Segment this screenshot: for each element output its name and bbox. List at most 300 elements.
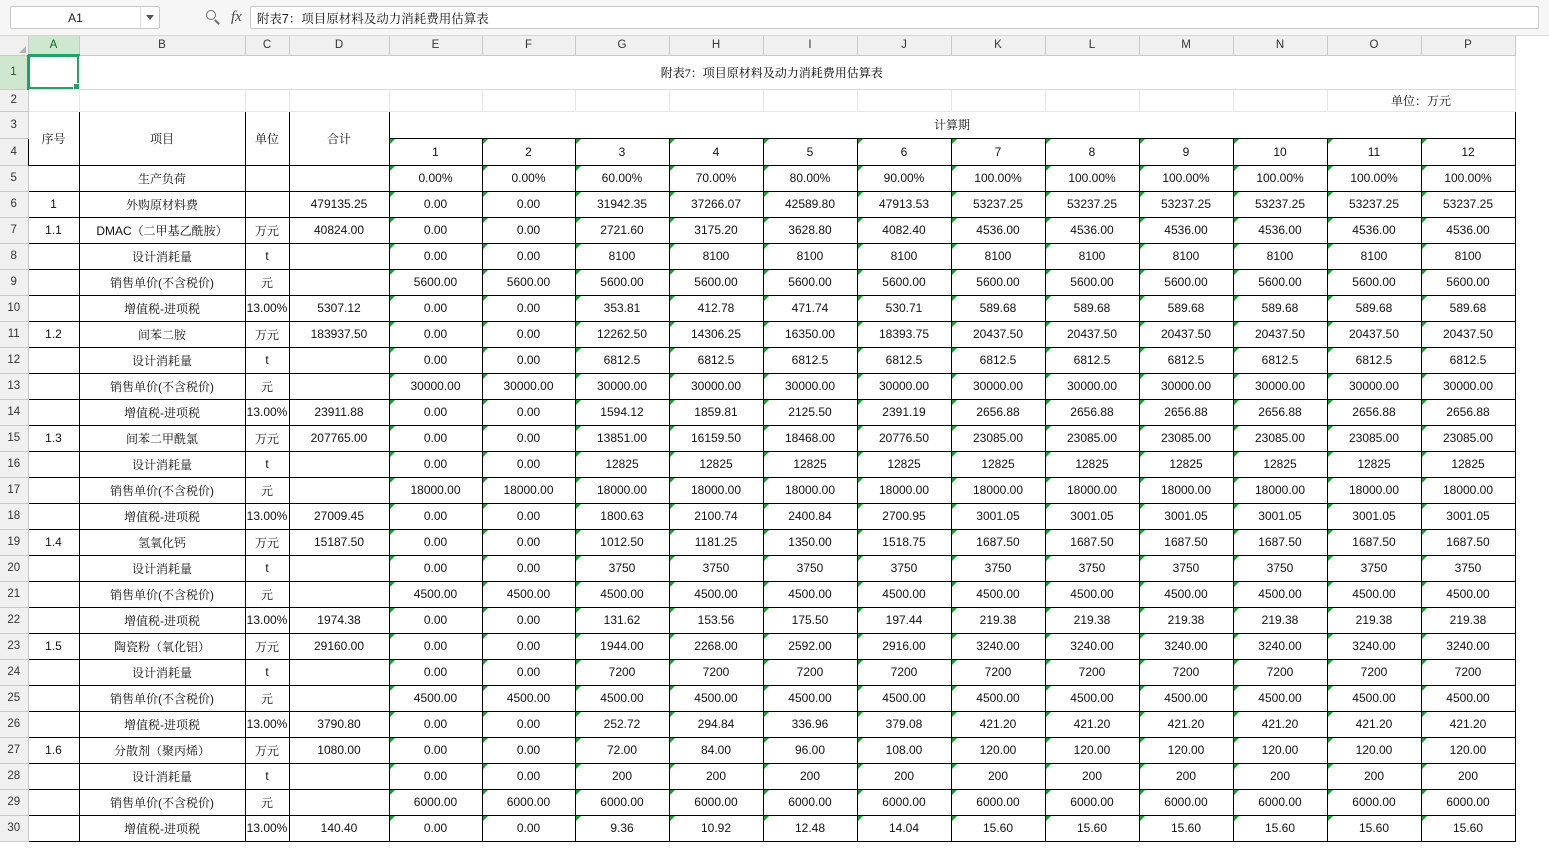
cell-period-9[interactable]: 3240.00 <box>1139 633 1233 659</box>
cell-period-5[interactable]: 4500.00 <box>763 581 857 607</box>
cell-period-3[interactable]: 13851.00 <box>575 425 669 451</box>
column-header-H[interactable]: H <box>669 36 763 55</box>
cell-seq[interactable] <box>28 789 79 815</box>
cell-unit[interactable]: 万元 <box>245 737 289 763</box>
cell-period-5[interactable]: 5600.00 <box>763 269 857 295</box>
cell-period-11[interactable]: 12825 <box>1327 451 1421 477</box>
cell-period-6[interactable]: 8100 <box>857 243 951 269</box>
cell-seq[interactable] <box>28 763 79 789</box>
empty-cell[interactable] <box>245 89 289 111</box>
cell-period-1[interactable]: 18000.00 <box>389 477 482 503</box>
cell-period-10[interactable]: 5600.00 <box>1233 269 1327 295</box>
cell-period-7[interactable]: 4500.00 <box>951 581 1045 607</box>
cell-item[interactable]: 陶瓷粉（氧化铝） <box>79 633 245 659</box>
cell-total[interactable]: 207765.00 <box>289 425 389 451</box>
cell-period-7[interactable]: 12825 <box>951 451 1045 477</box>
cell-period-3[interactable]: 9.36 <box>575 815 669 841</box>
cell-item[interactable]: 增值税-进项税 <box>79 607 245 633</box>
cell-period-2[interactable]: 0.00 <box>482 347 575 373</box>
select-all-corner[interactable] <box>0 36 28 55</box>
cell-period-12[interactable]: 3750 <box>1421 555 1515 581</box>
cell-seq[interactable]: 1.6 <box>28 737 79 763</box>
cell-period-12[interactable]: 7200 <box>1421 659 1515 685</box>
cell-period-2[interactable]: 0.00 <box>482 763 575 789</box>
cell-seq[interactable]: 1.5 <box>28 633 79 659</box>
cell-period-3[interactable]: 8100 <box>575 243 669 269</box>
cell-period-4[interactable]: 7200 <box>669 659 763 685</box>
column-header-C[interactable]: C <box>245 36 289 55</box>
cell-period-6[interactable]: 108.00 <box>857 737 951 763</box>
cell-period-8[interactable]: 8100 <box>1045 243 1139 269</box>
cell-period-4[interactable]: 10.92 <box>669 815 763 841</box>
cell-period-8[interactable]: 421.20 <box>1045 711 1139 737</box>
cell-period-8[interactable]: 4500.00 <box>1045 581 1139 607</box>
cell-period-10[interactable]: 4536.00 <box>1233 217 1327 243</box>
cell-period-8[interactable]: 200 <box>1045 763 1139 789</box>
cell-period-10[interactable]: 18000.00 <box>1233 477 1327 503</box>
row-header-23[interactable]: 23 <box>0 633 28 659</box>
cell-item[interactable]: 销售单价(不含税价) <box>79 581 245 607</box>
cell-period-4[interactable]: 4500.00 <box>669 685 763 711</box>
cell-period-5[interactable]: 471.74 <box>763 295 857 321</box>
cell-period-1[interactable]: 0.00 <box>389 425 482 451</box>
cell-period-4[interactable]: 18000.00 <box>669 477 763 503</box>
cell-seq[interactable] <box>28 373 79 399</box>
cell-period-11[interactable]: 4536.00 <box>1327 217 1421 243</box>
cell-unit[interactable] <box>245 165 289 191</box>
cell-period-11[interactable]: 4500.00 <box>1327 581 1421 607</box>
cell-item[interactable]: 设计消耗量 <box>79 659 245 685</box>
cell-unit[interactable]: 元 <box>245 581 289 607</box>
cell-period-8[interactable]: 3001.05 <box>1045 503 1139 529</box>
cell-item[interactable]: 间苯二甲酰氯 <box>79 425 245 451</box>
cell-period-10[interactable]: 120.00 <box>1233 737 1327 763</box>
cell-period-8[interactable]: 4500.00 <box>1045 685 1139 711</box>
cell-period-8[interactable]: 23085.00 <box>1045 425 1139 451</box>
cell-item[interactable]: DMAC（二甲基乙酰胺） <box>79 217 245 243</box>
cell-period-8[interactable]: 7200 <box>1045 659 1139 685</box>
cell-period-12[interactable]: 4500.00 <box>1421 581 1515 607</box>
cell-period-6[interactable]: 197.44 <box>857 607 951 633</box>
cell-period-6[interactable]: 379.08 <box>857 711 951 737</box>
header-period-12[interactable]: 12 <box>1421 138 1515 165</box>
cell-period-2[interactable]: 0.00 <box>482 607 575 633</box>
column-header-O[interactable]: O <box>1327 36 1421 55</box>
cell-seq[interactable] <box>28 815 79 841</box>
cell-item[interactable]: 增值税-进项税 <box>79 711 245 737</box>
cell-period-3[interactable]: 1800.63 <box>575 503 669 529</box>
cell-period-7[interactable]: 120.00 <box>951 737 1045 763</box>
cell-period-3[interactable]: 6812.5 <box>575 347 669 373</box>
cell-period-6[interactable]: 18393.75 <box>857 321 951 347</box>
cell-period-6[interactable]: 18000.00 <box>857 477 951 503</box>
cell-period-10[interactable]: 20437.50 <box>1233 321 1327 347</box>
cell-period-9[interactable]: 2656.88 <box>1139 399 1233 425</box>
cell-period-8[interactable]: 589.68 <box>1045 295 1139 321</box>
row-header-20[interactable]: 20 <box>0 555 28 581</box>
cell-seq[interactable]: 1.2 <box>28 321 79 347</box>
empty-cell[interactable] <box>482 89 575 111</box>
function-icon[interactable]: fx <box>231 9 242 25</box>
cell-period-11[interactable]: 6812.5 <box>1327 347 1421 373</box>
cell-period-5[interactable]: 80.00% <box>763 165 857 191</box>
cell-period-6[interactable]: 2916.00 <box>857 633 951 659</box>
cell-period-2[interactable]: 0.00% <box>482 165 575 191</box>
cell-seq[interactable]: 1 <box>28 191 79 217</box>
cell-period-3[interactable]: 4500.00 <box>575 685 669 711</box>
row-header-18[interactable]: 18 <box>0 503 28 529</box>
row-header-7[interactable]: 7 <box>0 217 28 243</box>
cell-item[interactable]: 设计消耗量 <box>79 763 245 789</box>
cell-period-2[interactable]: 4500.00 <box>482 581 575 607</box>
cell-period-3[interactable]: 131.62 <box>575 607 669 633</box>
cell-period-11[interactable]: 53237.25 <box>1327 191 1421 217</box>
column-header-F[interactable]: F <box>482 36 575 55</box>
cell-period-3[interactable]: 6000.00 <box>575 789 669 815</box>
cell-period-1[interactable]: 0.00 <box>389 191 482 217</box>
cell-period-6[interactable]: 530.71 <box>857 295 951 321</box>
header-item[interactable]: 项目 <box>79 111 245 165</box>
cell-period-8[interactable]: 2656.88 <box>1045 399 1139 425</box>
cell-period-7[interactable]: 18000.00 <box>951 477 1045 503</box>
cell-item[interactable]: 设计消耗量 <box>79 243 245 269</box>
cell-total[interactable] <box>289 763 389 789</box>
cell-period-1[interactable]: 0.00 <box>389 217 482 243</box>
cell-period-11[interactable]: 20437.50 <box>1327 321 1421 347</box>
cell-period-3[interactable]: 30000.00 <box>575 373 669 399</box>
cell-period-5[interactable]: 336.96 <box>763 711 857 737</box>
cell-period-5[interactable]: 175.50 <box>763 607 857 633</box>
cell-period-9[interactable]: 3750 <box>1139 555 1233 581</box>
cell-period-2[interactable]: 0.00 <box>482 555 575 581</box>
cell-total[interactable]: 140.40 <box>289 815 389 841</box>
cell-period-10[interactable]: 4500.00 <box>1233 581 1327 607</box>
cell-period-6[interactable]: 2700.95 <box>857 503 951 529</box>
row-header-14[interactable]: 14 <box>0 399 28 425</box>
header-period-1[interactable]: 1 <box>389 138 482 165</box>
cell-period-6[interactable]: 200 <box>857 763 951 789</box>
cell-period-7[interactable]: 2656.88 <box>951 399 1045 425</box>
row-header-2[interactable]: 2 <box>0 89 28 111</box>
cell-period-12[interactable]: 1687.50 <box>1421 529 1515 555</box>
cell-period-6[interactable]: 30000.00 <box>857 373 951 399</box>
row-header-25[interactable]: 25 <box>0 685 28 711</box>
cell-item[interactable]: 分散剂（聚丙烯） <box>79 737 245 763</box>
cell-period-11[interactable]: 30000.00 <box>1327 373 1421 399</box>
cell-period-12[interactable]: 8100 <box>1421 243 1515 269</box>
cell-period-5[interactable]: 12.48 <box>763 815 857 841</box>
cell-period-6[interactable]: 5600.00 <box>857 269 951 295</box>
cell-period-8[interactable]: 6000.00 <box>1045 789 1139 815</box>
cell-period-7[interactable]: 589.68 <box>951 295 1045 321</box>
cell-period-1[interactable]: 0.00 <box>389 451 482 477</box>
sheet-table[interactable] <box>0 36 1516 842</box>
cell-period-4[interactable]: 37266.07 <box>669 191 763 217</box>
cell-period-1[interactable]: 0.00 <box>389 633 482 659</box>
cell-seq[interactable] <box>28 659 79 685</box>
cell-seq[interactable] <box>28 685 79 711</box>
cell-period-2[interactable]: 18000.00 <box>482 477 575 503</box>
cell-unit[interactable]: 13.00% <box>245 607 289 633</box>
empty-cell[interactable] <box>575 89 669 111</box>
cell-period-9[interactable]: 20437.50 <box>1139 321 1233 347</box>
cell-period-4[interactable]: 6000.00 <box>669 789 763 815</box>
column-header-D[interactable]: D <box>289 36 389 55</box>
cell-period-10[interactable]: 6000.00 <box>1233 789 1327 815</box>
cell-seq[interactable]: 1.1 <box>28 217 79 243</box>
cell-period-8[interactable]: 20437.50 <box>1045 321 1139 347</box>
cell-period-9[interactable]: 4500.00 <box>1139 685 1233 711</box>
cell-period-8[interactable]: 53237.25 <box>1045 191 1139 217</box>
cell-period-11[interactable]: 2656.88 <box>1327 399 1421 425</box>
row-header-29[interactable]: 29 <box>0 789 28 815</box>
row-header-1[interactable]: 1 <box>0 55 28 89</box>
cell-period-5[interactable]: 42589.80 <box>763 191 857 217</box>
cell-period-7[interactable]: 100.00% <box>951 165 1045 191</box>
cell-period-6[interactable]: 2391.19 <box>857 399 951 425</box>
cell-period-9[interactable]: 1687.50 <box>1139 529 1233 555</box>
cell-period-9[interactable]: 23085.00 <box>1139 425 1233 451</box>
cell-period-6[interactable]: 3750 <box>857 555 951 581</box>
cell-seq[interactable]: 1.3 <box>28 425 79 451</box>
cell-period-5[interactable]: 18000.00 <box>763 477 857 503</box>
cell-period-9[interactable]: 100.00% <box>1139 165 1233 191</box>
name-box[interactable] <box>10 6 160 29</box>
cell-seq[interactable] <box>28 399 79 425</box>
row-header-28[interactable]: 28 <box>0 763 28 789</box>
empty-cell[interactable] <box>289 89 389 111</box>
cell-period-3[interactable]: 31942.35 <box>575 191 669 217</box>
cell-total[interactable]: 5307.12 <box>289 295 389 321</box>
cell-period-4[interactable]: 6812.5 <box>669 347 763 373</box>
cell-period-7[interactable]: 4500.00 <box>951 685 1045 711</box>
cell-period-2[interactable]: 0.00 <box>482 633 575 659</box>
cell-period-1[interactable]: 0.00 <box>389 503 482 529</box>
cell-period-1[interactable]: 0.00 <box>389 737 482 763</box>
cell-period-11[interactable]: 120.00 <box>1327 737 1421 763</box>
cell-period-4[interactable]: 3750 <box>669 555 763 581</box>
empty-cell[interactable] <box>1045 89 1139 111</box>
cell-total[interactable]: 1974.38 <box>289 607 389 633</box>
cell-total[interactable]: 29160.00 <box>289 633 389 659</box>
cell-period-3[interactable]: 2721.60 <box>575 217 669 243</box>
header-period-8[interactable]: 8 <box>1045 138 1139 165</box>
cell-period-3[interactable]: 7200 <box>575 659 669 685</box>
zoom-out-icon[interactable] <box>206 10 221 25</box>
cell-period-11[interactable]: 6000.00 <box>1327 789 1421 815</box>
cell-period-10[interactable]: 2656.88 <box>1233 399 1327 425</box>
cell-period-6[interactable]: 4500.00 <box>857 581 951 607</box>
cell-period-5[interactable]: 8100 <box>763 243 857 269</box>
cell-period-12[interactable]: 2656.88 <box>1421 399 1515 425</box>
cell-unit[interactable]: 万元 <box>245 529 289 555</box>
row-header-5[interactable]: 5 <box>0 165 28 191</box>
cell-period-10[interactable]: 12825 <box>1233 451 1327 477</box>
cell-period-12[interactable]: 219.38 <box>1421 607 1515 633</box>
cell-period-1[interactable]: 6000.00 <box>389 789 482 815</box>
cell-period-10[interactable]: 100.00% <box>1233 165 1327 191</box>
column-header-A[interactable]: A <box>28 36 79 55</box>
cell-period-6[interactable]: 14.04 <box>857 815 951 841</box>
cell-seq[interactable] <box>28 607 79 633</box>
header-period-9[interactable]: 9 <box>1139 138 1233 165</box>
cell-period-8[interactable]: 6812.5 <box>1045 347 1139 373</box>
cell-unit[interactable]: 元 <box>245 373 289 399</box>
cell-item[interactable]: 销售单价(不含税价) <box>79 477 245 503</box>
header-period-4[interactable]: 4 <box>669 138 763 165</box>
cell-unit[interactable]: t <box>245 347 289 373</box>
cell-period-2[interactable]: 0.00 <box>482 321 575 347</box>
cell-period-1[interactable]: 0.00 <box>389 659 482 685</box>
cell-period-3[interactable]: 5600.00 <box>575 269 669 295</box>
cell-period-9[interactable]: 5600.00 <box>1139 269 1233 295</box>
header-period-5[interactable]: 5 <box>763 138 857 165</box>
cell-unit[interactable]: t <box>245 243 289 269</box>
cell-period-7[interactable]: 1687.50 <box>951 529 1045 555</box>
row-header-15[interactable]: 15 <box>0 425 28 451</box>
cell-period-12[interactable]: 3001.05 <box>1421 503 1515 529</box>
cell-period-4[interactable]: 1859.81 <box>669 399 763 425</box>
cell-period-9[interactable]: 4536.00 <box>1139 217 1233 243</box>
cell-period-4[interactable]: 30000.00 <box>669 373 763 399</box>
cell-period-6[interactable]: 6812.5 <box>857 347 951 373</box>
cell-seq[interactable] <box>28 295 79 321</box>
cell-period-4[interactable]: 2268.00 <box>669 633 763 659</box>
cell-period-2[interactable]: 0.00 <box>482 191 575 217</box>
cell-period-3[interactable]: 18000.00 <box>575 477 669 503</box>
cell-period-10[interactable]: 15.60 <box>1233 815 1327 841</box>
chevron-down-icon[interactable] <box>140 7 159 28</box>
cell-period-5[interactable]: 4500.00 <box>763 685 857 711</box>
cell-unit[interactable]: 元 <box>245 685 289 711</box>
cell-period-2[interactable]: 0.00 <box>482 243 575 269</box>
cell-period-3[interactable]: 1012.50 <box>575 529 669 555</box>
cell-period-6[interactable]: 4500.00 <box>857 685 951 711</box>
empty-cell[interactable] <box>1139 89 1233 111</box>
cell-unit[interactable]: t <box>245 555 289 581</box>
cell-total[interactable]: 27009.45 <box>289 503 389 529</box>
cell-period-7[interactable]: 200 <box>951 763 1045 789</box>
cell-period-12[interactable]: 4536.00 <box>1421 217 1515 243</box>
cell-period-9[interactable]: 3001.05 <box>1139 503 1233 529</box>
cell-period-4[interactable]: 3175.20 <box>669 217 763 243</box>
cell-total[interactable]: 1080.00 <box>289 737 389 763</box>
cell-period-8[interactable]: 18000.00 <box>1045 477 1139 503</box>
cell-period-6[interactable]: 4082.40 <box>857 217 951 243</box>
row-header-3[interactable]: 3 <box>0 111 28 138</box>
cell-period-3[interactable]: 12825 <box>575 451 669 477</box>
cell-period-1[interactable]: 0.00 <box>389 295 482 321</box>
cell-period-11[interactable]: 3240.00 <box>1327 633 1421 659</box>
cell-period-11[interactable]: 3001.05 <box>1327 503 1421 529</box>
cell-period-12[interactable]: 23085.00 <box>1421 425 1515 451</box>
cell-seq[interactable]: 1.4 <box>28 529 79 555</box>
cell-period-8[interactable]: 4536.00 <box>1045 217 1139 243</box>
row-header-11[interactable]: 11 <box>0 321 28 347</box>
cell-seq[interactable] <box>28 243 79 269</box>
cell-period-4[interactable]: 16159.50 <box>669 425 763 451</box>
cell-period-6[interactable]: 90.00% <box>857 165 951 191</box>
cell-period-4[interactable]: 70.00% <box>669 165 763 191</box>
cell-total[interactable] <box>289 347 389 373</box>
cell-period-5[interactable]: 2400.84 <box>763 503 857 529</box>
cell-seq[interactable] <box>28 269 79 295</box>
cell-period-4[interactable]: 8100 <box>669 243 763 269</box>
cell-period-9[interactable]: 12825 <box>1139 451 1233 477</box>
empty-cell[interactable] <box>79 89 245 111</box>
cell-period-10[interactable]: 200 <box>1233 763 1327 789</box>
cell-seq[interactable] <box>28 503 79 529</box>
column-header-J[interactable]: J <box>857 36 951 55</box>
cell-period-2[interactable]: 0.00 <box>482 503 575 529</box>
cell-period-11[interactable]: 8100 <box>1327 243 1421 269</box>
row-header-13[interactable]: 13 <box>0 373 28 399</box>
cell-period-7[interactable]: 3001.05 <box>951 503 1045 529</box>
cell-period-1[interactable]: 0.00 <box>389 607 482 633</box>
row-header-22[interactable]: 22 <box>0 607 28 633</box>
cell-total[interactable] <box>289 269 389 295</box>
cell-period-12[interactable]: 421.20 <box>1421 711 1515 737</box>
cell-period-9[interactable]: 219.38 <box>1139 607 1233 633</box>
cell-period-5[interactable]: 6812.5 <box>763 347 857 373</box>
cell-period-8[interactable]: 219.38 <box>1045 607 1139 633</box>
cell-period-1[interactable]: 4500.00 <box>389 581 482 607</box>
row-header-24[interactable]: 24 <box>0 659 28 685</box>
cell-period-10[interactable]: 421.20 <box>1233 711 1327 737</box>
cell-seq[interactable] <box>28 451 79 477</box>
cell-period-1[interactable]: 0.00 <box>389 555 482 581</box>
cell-seq[interactable] <box>28 165 79 191</box>
cell-period-3[interactable]: 72.00 <box>575 737 669 763</box>
row-header-16[interactable]: 16 <box>0 451 28 477</box>
cell-period-11[interactable]: 18000.00 <box>1327 477 1421 503</box>
column-header-M[interactable]: M <box>1139 36 1233 55</box>
cell-item[interactable]: 销售单价(不含税价) <box>79 789 245 815</box>
column-header-P[interactable]: P <box>1421 36 1515 55</box>
cell-period-3[interactable]: 12262.50 <box>575 321 669 347</box>
cell-period-4[interactable]: 84.00 <box>669 737 763 763</box>
cell-period-2[interactable]: 0.00 <box>482 425 575 451</box>
column-header-E[interactable]: E <box>389 36 482 55</box>
row-header-27[interactable]: 27 <box>0 737 28 763</box>
cell-unit[interactable]: 万元 <box>245 425 289 451</box>
cell-period-4[interactable]: 200 <box>669 763 763 789</box>
cell-period-5[interactable]: 16350.00 <box>763 321 857 347</box>
empty-cell[interactable] <box>389 89 482 111</box>
row-header-30[interactable]: 30 <box>0 815 28 841</box>
cell-period-12[interactable]: 200 <box>1421 763 1515 789</box>
empty-cell[interactable] <box>763 89 857 111</box>
cell-seq[interactable] <box>28 581 79 607</box>
cell-unit[interactable]: 万元 <box>245 633 289 659</box>
cell-period-7[interactable]: 3240.00 <box>951 633 1045 659</box>
cell-period-3[interactable]: 4500.00 <box>575 581 669 607</box>
cell-unit[interactable]: 元 <box>245 269 289 295</box>
cell-period-10[interactable]: 3001.05 <box>1233 503 1327 529</box>
cell-period-2[interactable]: 4500.00 <box>482 685 575 711</box>
cell-period-7[interactable]: 7200 <box>951 659 1045 685</box>
cell-period-7[interactable]: 15.60 <box>951 815 1045 841</box>
cell-item[interactable]: 增值税-进项税 <box>79 815 245 841</box>
cell-period-2[interactable]: 0.00 <box>482 529 575 555</box>
cell-period-11[interactable]: 3750 <box>1327 555 1421 581</box>
cell-item[interactable]: 外购原材料费 <box>79 191 245 217</box>
cell-period-4[interactable]: 4500.00 <box>669 581 763 607</box>
formula-input[interactable]: 附表7：项目原材料及动力消耗费用估算表 <box>250 6 1539 29</box>
header-calc-period[interactable]: 计算期 <box>389 111 1515 138</box>
column-header-G[interactable]: G <box>575 36 669 55</box>
cell-total[interactable] <box>289 373 389 399</box>
